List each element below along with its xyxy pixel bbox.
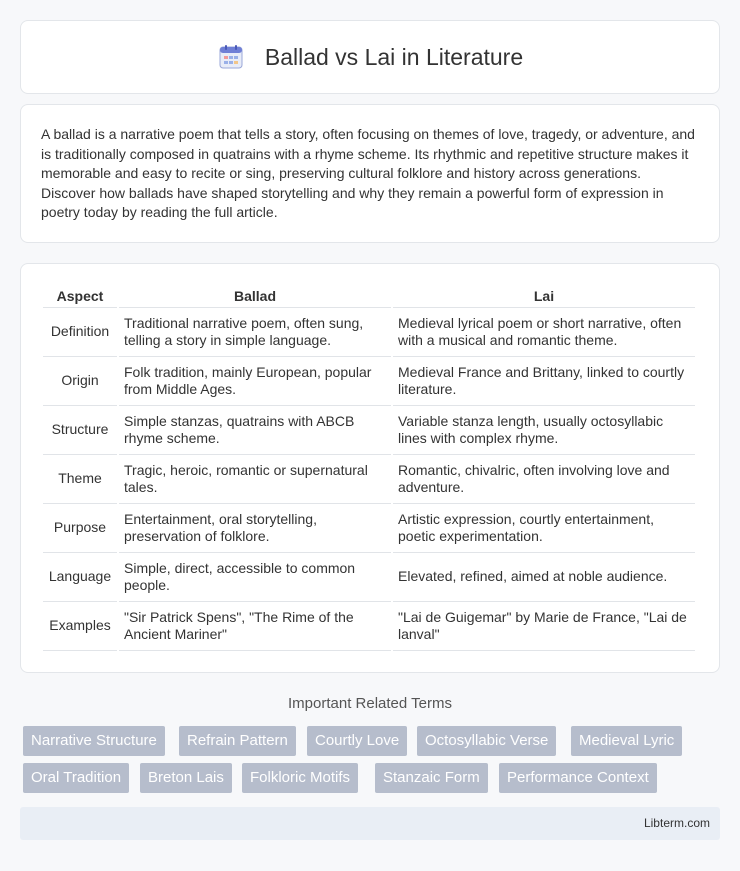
footer-brand[interactable]: Libterm.com [643,816,710,830]
header-lai: Lai [393,284,695,308]
cell-lai: Variable stanza length, usually octosyllabic lines with complex rhyme. [393,406,695,455]
cell-ballad: Folk tradition, mainly European, popular from Middle Ages. [119,357,391,406]
cell-lai: Romantic, chivalric, often involving love and adventure. [393,455,695,504]
table-row [43,357,695,406]
calendar-icon [217,43,245,71]
cell-lai: Medieval France and Brittany, linked to courtly literature. [393,357,695,406]
cell-aspect: Definition [43,308,117,357]
cell-ballad: Simple stanzas, quatrains with ABCB rhyme scheme. [119,406,391,455]
cell-lai: Elevated, refined, aimed at noble audience. [393,553,695,602]
cell-lai: Artistic expression, courtly entertainment, poetic experimentation. [393,504,695,553]
cell-ballad: Simple, direct, accessible to common people. [119,553,391,602]
header-card [20,20,720,94]
cell-ballad: Traditional narrative poem, often sung, telling a story in simple language. [119,308,391,357]
related-terms-title: Important Related Terms [288,695,452,712]
tag-oral-tradition[interactable]: Oral Tradition [23,763,129,793]
cell-aspect: Structure [43,406,117,455]
table-row [43,553,695,602]
header-ballad: Ballad [119,284,391,308]
cell-ballad: "Sir Patrick Spens", "The Rime of the Ancient Mariner" [119,602,391,651]
cell-ballad: Tragic, heroic, romantic or supernatural tales. [119,455,391,504]
intro-text: A ballad is a narrative poem that tells a story, often focusing on themes of love, tragedy, or adventure, and is traditionally composed in quatrains with a rhyme scheme. Its rhythmic and repetitive structure makes it memorable and easy to recite or sing, preserving cultural folklore and history across generations. Discover how ballads have shaped storytelling and why they remain a powerful form of expression in poetry today by reading the full article. [41,126,695,220]
cell-ballad: Entertainment, oral storytelling, preservation of folklore. [119,504,391,553]
tag-performance-context[interactable]: Performance Context [499,763,657,793]
header-aspect: Aspect [43,284,117,308]
tag-courtly-love[interactable]: Courtly Love [307,726,407,756]
comparison-card [20,263,720,673]
cell-lai: Medieval lyrical poem or short narrative, often with a musical and romantic theme. [393,308,695,357]
tag-stanzaic-form[interactable]: Stanzaic Form [375,763,488,793]
cell-lai: "Lai de Guigemar" by Marie de France, "Lai de lanval" [393,602,695,651]
page-title: Ballad vs Lai in Literature [264,43,524,70]
tag-breton-lais[interactable]: Breton Lais [140,763,232,793]
footer [20,807,720,840]
cell-aspect: Origin [43,357,117,406]
tag-octosyllabic-verse[interactable]: Octosyllabic Verse [417,726,556,756]
table-row [43,406,695,455]
cell-aspect: Language [43,553,117,602]
table-header-row [43,284,695,308]
table-row [43,504,695,553]
tag-folkloric-motifs[interactable]: Folkloric Motifs [242,763,358,793]
table-row [43,308,695,357]
table-row [43,455,695,504]
comparison-table [41,284,697,651]
cell-aspect: Purpose [43,504,117,553]
tag-medieval-lyric[interactable]: Medieval Lyric [571,726,682,756]
tag-refrain-pattern[interactable]: Refrain Pattern [179,726,296,756]
tag-narrative-structure[interactable]: Narrative Structure [23,726,165,756]
table-row [43,602,695,651]
cell-aspect: Theme [43,455,117,504]
intro-card [20,104,720,243]
cell-aspect: Examples [43,602,117,651]
